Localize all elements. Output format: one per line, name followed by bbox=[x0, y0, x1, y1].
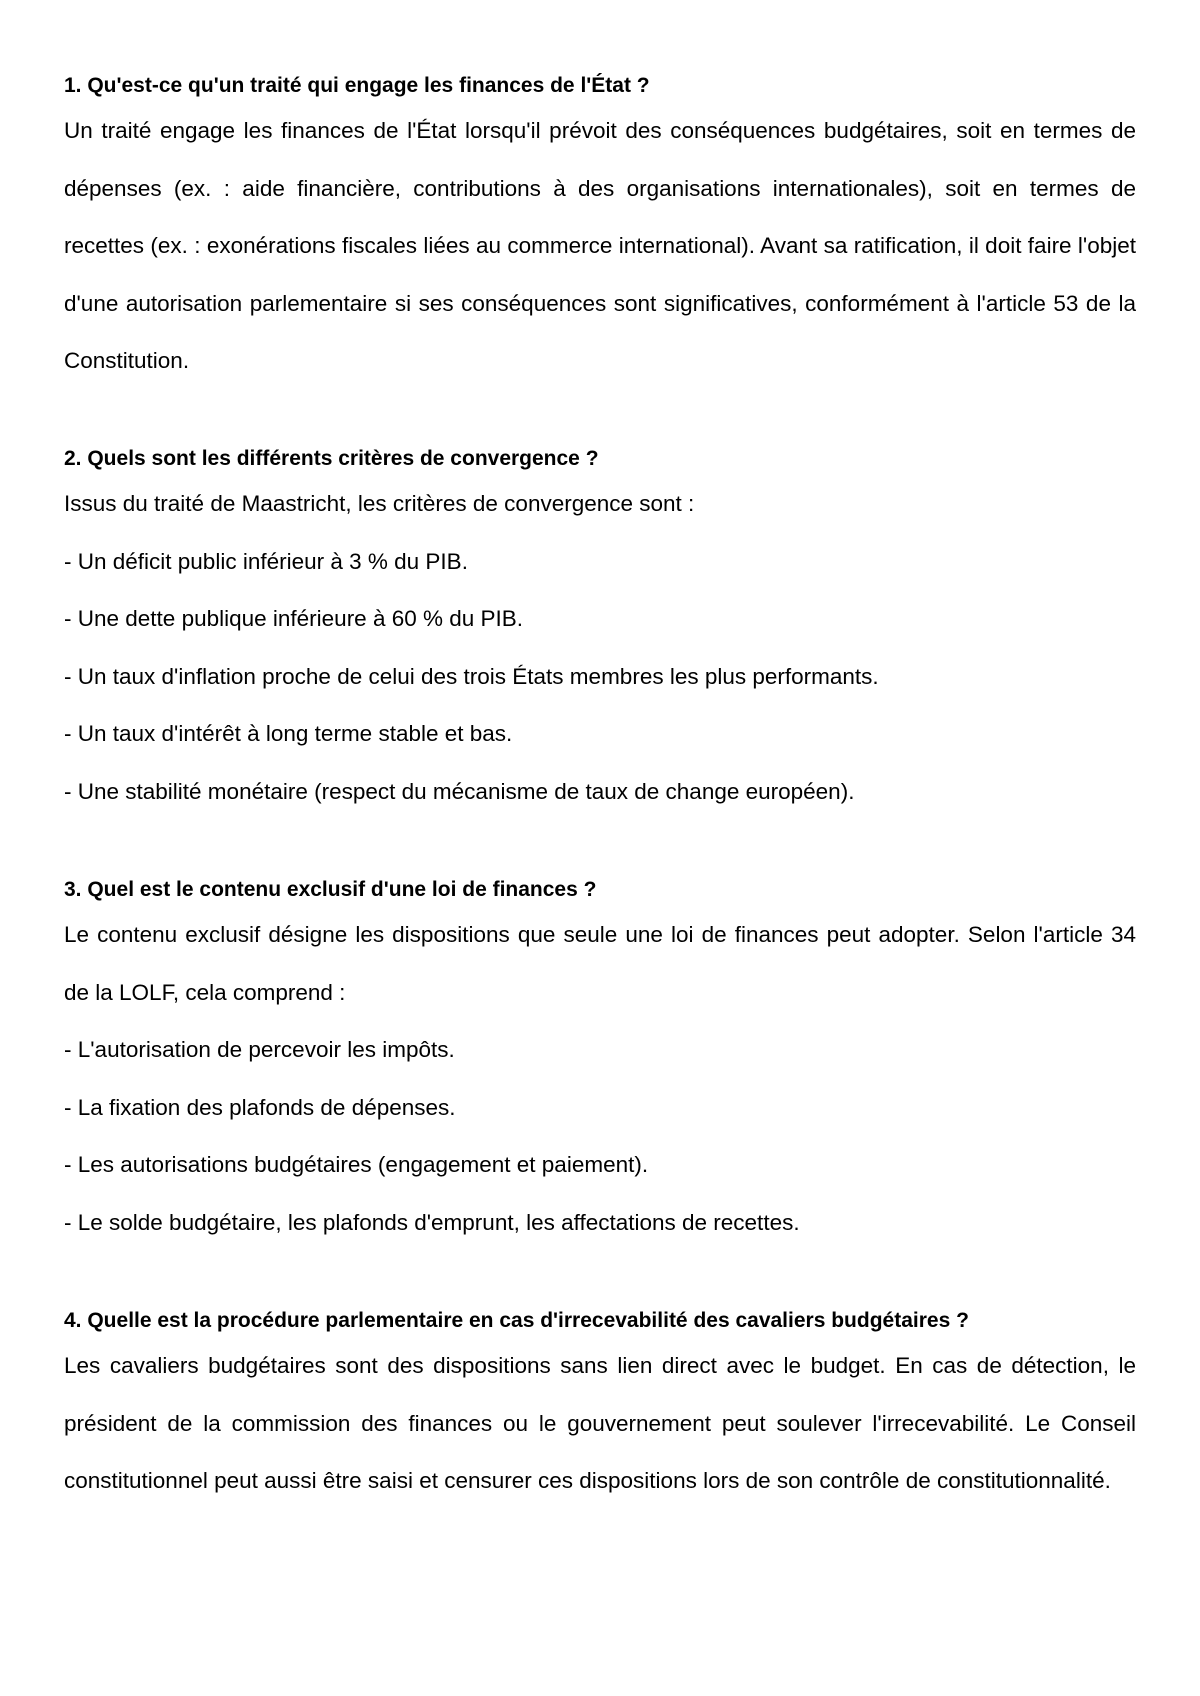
list-item: - Un déficit public inférieur à 3 % du PIB. bbox=[64, 548, 468, 574]
list-item: - Une dette publique inférieure à 60 % du PIB. bbox=[64, 606, 524, 632]
list-item: - Les autorisations budgétaires (engagement et paiement). bbox=[64, 1152, 649, 1178]
list-item: - L'autorisation de percevoir les impôts. bbox=[64, 1037, 455, 1063]
section-1 bbox=[64, 72, 1136, 390]
answer-1-paragraph: Un traité engage les finances de l'État lorsqu'il prévoit des conséquences budgétaires, soit en termes de dépenses (ex. : aide financière, contributions à des organisations internationales), soit en termes de recettes (ex. : exonérations fiscales liées au commerce international). Avant sa ratification, il doit faire l'objet d'une autorisation parlementaire si ses conséquences sont significatives, conformément à l'article 53 de la Constitution. bbox=[64, 118, 1136, 374]
section-2 bbox=[64, 445, 1136, 821]
list-item: - La fixation des plafonds de dépenses. bbox=[64, 1094, 456, 1120]
list-item: - Un taux d'inflation proche de celui des trois États membres les plus performants. bbox=[64, 663, 879, 689]
answer-3-intro: Le contenu exclusif désigne les dispositions que seule une loi de finances peut adopter. Selon l'article 34 de la LOLF, cela comprend : bbox=[64, 922, 1136, 1005]
question-4-title: 4. Quelle est la procédure parlementaire en cas d'irrecevabilité des cavaliers budgétaires ? bbox=[64, 1309, 969, 1332]
answer-2-intro: Issus du traité de Maastricht, les critères de convergence sont : bbox=[64, 491, 695, 516]
section-3 bbox=[64, 876, 1136, 1252]
question-3-title: 3. Quel est le contenu exclusif d'une loi de finances ? bbox=[64, 878, 597, 901]
list-item: - Un taux d'intérêt à long terme stable et bas. bbox=[64, 721, 513, 747]
question-2-title: 2. Quels sont les différents critères de convergence ? bbox=[64, 447, 599, 470]
list-item: - Une stabilité monétaire (respect du mécanisme de taux de change européen). bbox=[64, 778, 855, 804]
question-1-title: 1. Qu'est-ce qu'un traité qui engage les finances de l'État ? bbox=[64, 74, 650, 97]
answer-4-paragraph: Les cavaliers budgétaires sont des dispositions sans lien direct avec le budget. En cas de détection, le président de la commission des finances ou le gouvernement peut soulever l'irrecevabilité. Le Conseil constitutionnel peut aussi être saisi et censurer ces dispositions lors de son contrôle de constitutionnalité. bbox=[64, 1353, 1136, 1494]
section-4 bbox=[64, 1307, 1136, 1510]
list-item: - Le solde budgétaire, les plafonds d'emprunt, les affectations de recettes. bbox=[64, 1209, 800, 1235]
